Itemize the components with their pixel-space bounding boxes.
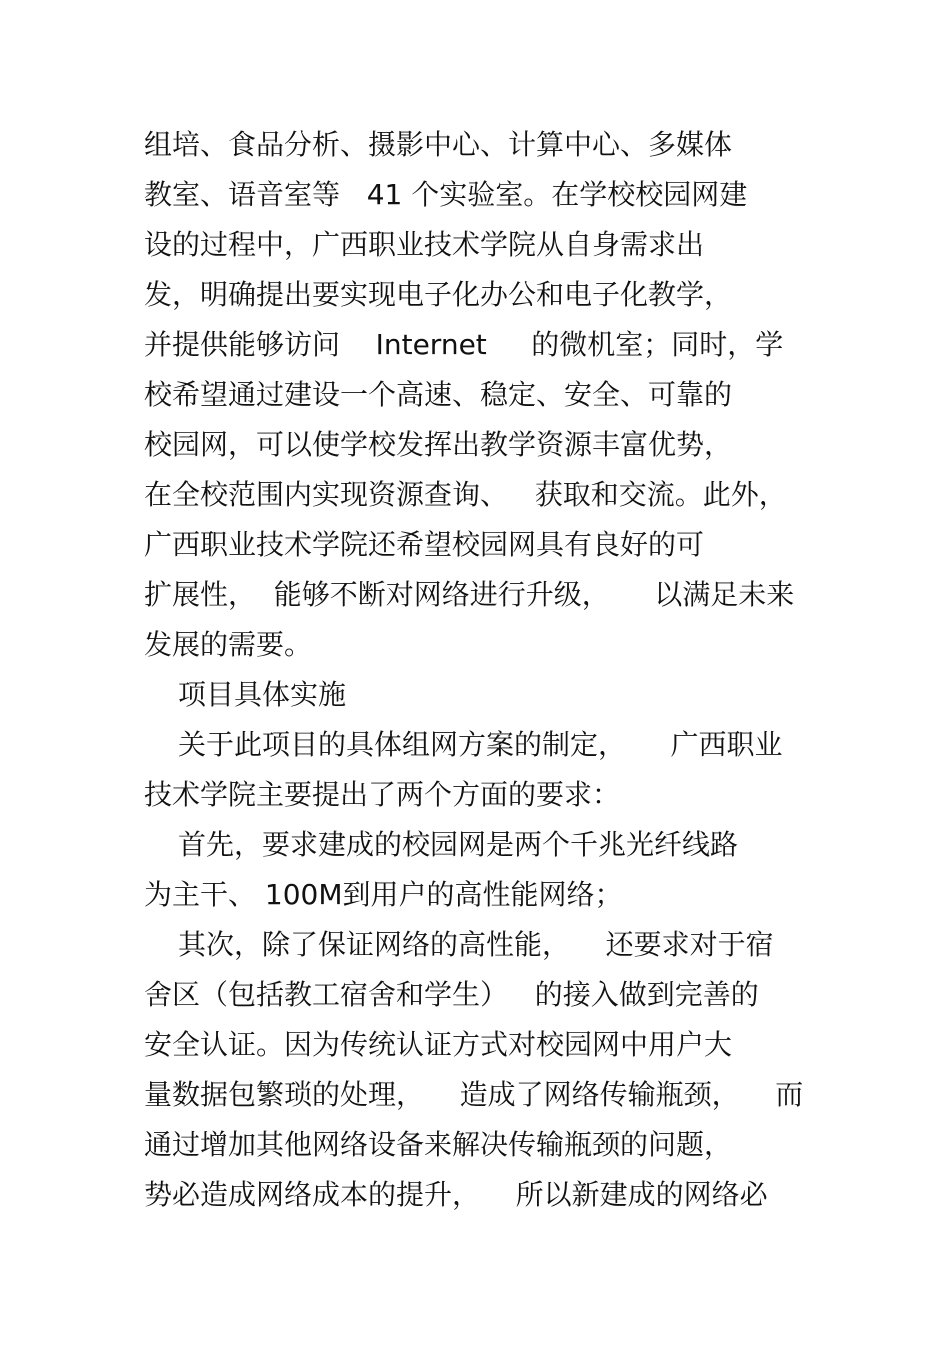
text-line: 发展的需要。 [144,628,313,661]
text-line: 技术学院主要提出了两个方面的要求： [144,778,621,811]
text-line: 校园网，可以使学校发挥出教学资源丰富优势， [144,428,733,461]
text-line: 通过增加其他网络设备来解决传输瓶颈的问题， [144,1128,733,1161]
body-text [144,120,824,1220]
text-line: 关于此项目的具体组网方案的制定， 广西职业 [178,728,783,761]
text-line: 在全校范围内实现资源查询、 获取和交流。此外， [144,478,787,511]
text-line: 教室、语音室等 41 个实验室。在学校校园网建 [144,178,748,211]
text-line: 势必造成网络成本的提升， 所以新建成的网络必 [144,1178,768,1211]
section-heading: 项目具体实施 [178,678,347,711]
text-line: 广西职业技术学院还希望校园网具有良好的可 [144,528,705,561]
text-line: 并提供能够访问 Internet 的微机室；同时，学 [144,328,784,361]
text-line: 安全认证。因为传统认证方式对校园网中用户大 [144,1028,733,1061]
text-line: 其次，除了保证网络的高性能， 还要求对于宿 [178,928,774,961]
text-line: 舍区（包括教工宿舍和学生） 的接入做到完善的 [144,978,759,1011]
text-line: 量数据包繁琐的处理， 造成了网络传输瓶颈， 而 [144,1078,804,1111]
text-line: 发，明确提出要实现电子化办公和电子化教学， [144,278,733,311]
text-line: 扩展性， 能够不断对网络进行升级， 以满足未来 [144,578,795,611]
text-line: 首先，要求建成的校园网是两个千兆光纤线路 [178,828,739,861]
text-line: 设的过程中，广西职业技术学院从自身需求出 [144,228,705,261]
text-line: 组培、食品分析、摄影中心、计算中心、多媒体 [144,128,733,161]
text-line: 为主干、 100M到用户的高性能网络； [144,878,623,911]
text-line: 校希望通过建设一个高速、稳定、安全、可靠的 [144,378,733,411]
